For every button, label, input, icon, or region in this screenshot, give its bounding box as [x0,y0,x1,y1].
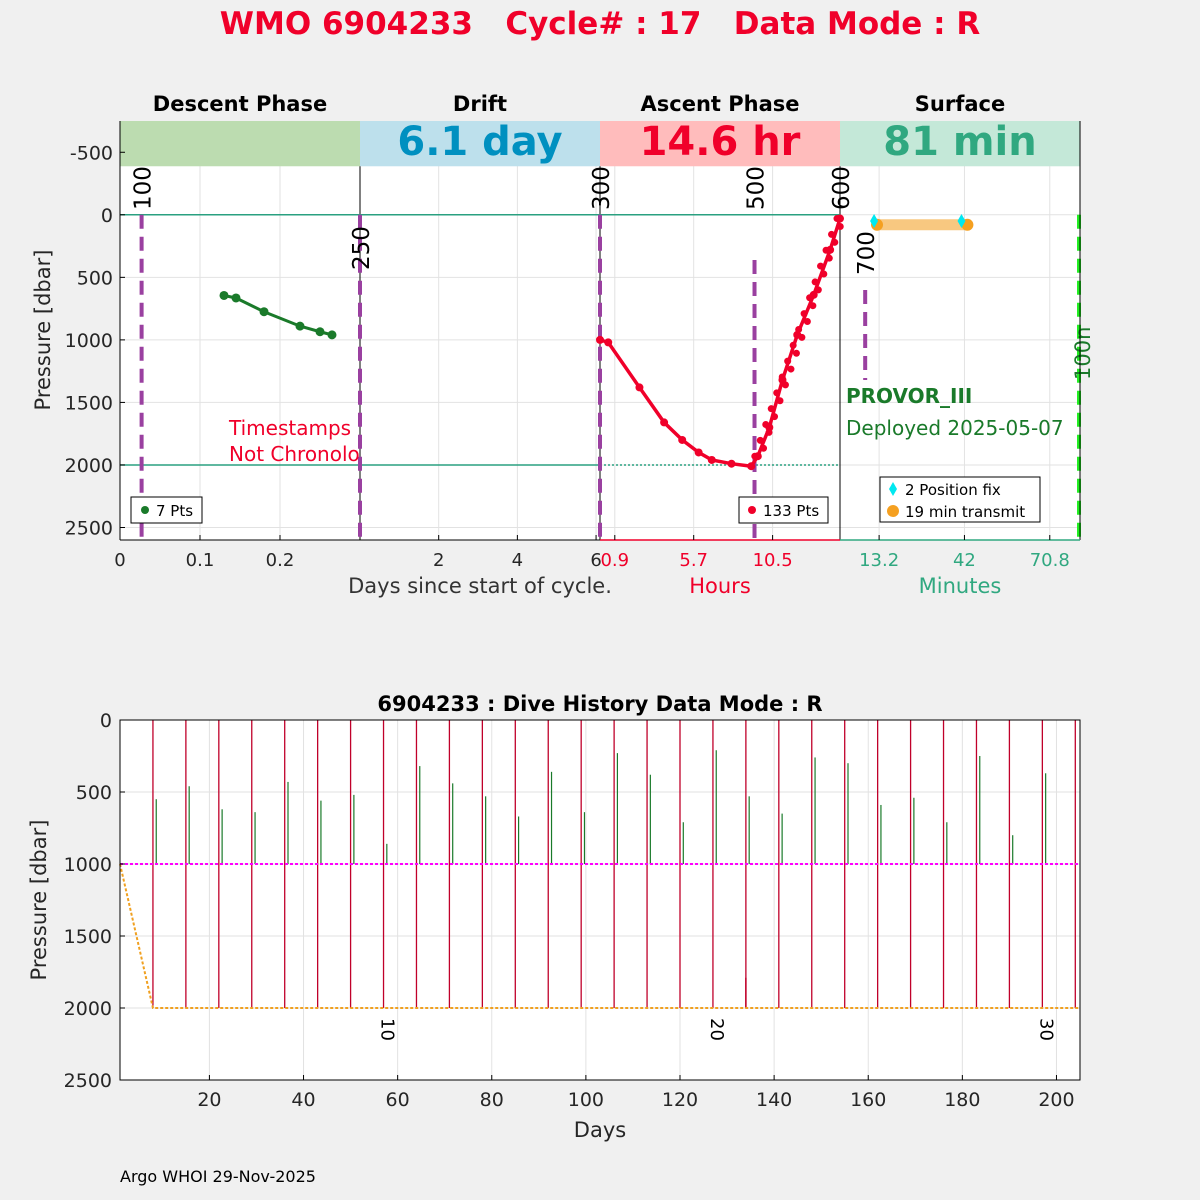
ascent-point [771,413,778,420]
ascent-point [804,318,811,325]
ascent-point [762,421,769,428]
ascent-point [798,334,805,341]
x-tick-label: 10.5 [752,550,793,571]
y-tick-label: 1000 [64,329,113,352]
x-tick-label: 100 [567,1089,605,1111]
x-tick-label: 4 [511,550,524,571]
ascent-point [660,418,668,426]
phase-duration: 81 min [883,119,1037,165]
marker-label-700: 700 [854,231,881,275]
x-tick-label: 13.2 [859,550,900,571]
y-tick-label: 2500 [63,1070,112,1092]
ascent-point [776,397,783,404]
x-tick-label: 80 [479,1089,504,1111]
y-axis-label: Pressure [dbar] [31,249,55,411]
x-axis-label-days: Days since start of cycle. [348,574,612,598]
phase-title: Surface [914,92,1006,116]
descent-legend-marker [141,506,149,514]
ascent-point [817,263,824,270]
ascent-point [806,294,813,301]
descent-point [232,293,241,302]
ascent-point [596,336,604,344]
ascent-point [728,460,736,468]
y-tick-label: 1500 [63,926,112,948]
phase-band [120,121,360,166]
x-tick-label: 0.1 [185,550,215,571]
ascent-legend-label: 133 Pts [763,502,820,520]
y-tick-label: 1500 [64,392,113,415]
ascent-point [834,215,841,222]
phase-title: Descent Phase [152,92,328,116]
phase-title: Ascent Phase [640,92,800,116]
descent-point [296,322,305,331]
x-tick-label: 180 [944,1089,981,1111]
y-tick-label: -500 [69,142,113,165]
ascent-point [828,231,835,238]
ascent-point [815,286,822,293]
ascent-point [790,342,797,349]
marker-label-300: 300 [589,166,615,210]
y-tick-label: 500 [75,782,112,804]
surface-legend-transmit-marker [887,505,899,517]
y-tick-label: 2000 [63,998,112,1020]
float-model: PROVOR_III [846,384,973,408]
ascent-point [795,326,802,333]
ascent-point [695,448,703,456]
ascent-point [831,239,838,246]
chronology-warning: Timestamps [229,416,352,440]
y-tick-label: 0 [99,710,112,732]
x-axis-label-hours: Hours [689,574,751,598]
y-tick-label: 0 [100,204,113,227]
x-tick-label: 20 [197,1089,222,1111]
cycle-chart [31,92,1095,598]
plot-area [120,720,1080,1080]
surface-legend-fix-label: 2 Position fix [905,481,1001,499]
x-tick-label: 120 [661,1089,699,1111]
x-tick-label: 6 [590,550,602,571]
x-tick-label: 40 [291,1089,316,1111]
y-tick-label: 1000 [63,854,112,876]
marker-label-end: 100n [1071,326,1095,380]
deployment-date: Deployed 2025-05-07 [846,416,1064,440]
figure-title: WMO 6904233 Cycle# : 17 Data Mode : R [219,6,981,42]
ascent-point [708,456,716,464]
cycle-number-label: 30 [1035,1018,1057,1041]
history-title: 6904233 : Dive History Data Mode : R [377,692,823,716]
x-axis-label: Days [573,1118,627,1142]
marker-label-600: 600 [829,166,855,210]
ascent-point [812,278,819,285]
ascent-point [779,373,786,380]
ascent-point [773,389,780,396]
ascent-point [766,429,773,436]
phase-duration: 6.1 day [397,119,563,165]
marker-label-500: 500 [743,166,770,210]
ascent-point [678,436,686,444]
ascent-point [757,437,764,444]
x-tick-label: 0.9 [600,550,630,571]
ascent-point [823,247,830,254]
chronology-warning: Not Chronolo [229,442,360,466]
descent-point [316,327,325,336]
phase-title: Drift [452,92,508,116]
ascent-point [751,453,758,460]
ascent-point [826,255,833,262]
ascent-point [787,366,794,373]
ascent-legend-marker [748,506,756,514]
ascent-point [604,338,612,346]
ascent-point [801,310,808,317]
y-tick-label: 2500 [64,517,113,540]
x-tick-label: 42 [952,550,976,571]
x-tick-label: 2 [432,550,445,571]
y-tick-label: 500 [76,267,113,290]
y-axis-label: Pressure [dbar] [27,819,51,981]
footer-credit: Argo WHOI 29-Nov-2025 [120,1167,316,1186]
marker-label-250: 250 [349,226,375,270]
ascent-point [820,271,827,278]
marker-label-100: 100 [130,166,157,210]
x-tick-label: 70.8 [1029,550,1070,571]
surface-legend-transmit-label: 19 min transmit [905,503,1026,521]
cycle-number-label: 20 [705,1018,727,1041]
x-axis-label-minutes: Minutes [918,574,1002,598]
ascent-point [768,405,775,412]
cycle-number-label: 10 [376,1018,398,1041]
descent-legend-label: 7 Pts [156,502,194,520]
ascent-point [793,350,800,357]
x-tick-label: 140 [755,1089,793,1111]
descent-point [328,330,337,339]
descent-point [220,291,229,300]
ascent-point [809,302,816,309]
x-tick-label: 0 [114,550,126,571]
x-tick-label: 160 [850,1089,887,1111]
ascent-point [837,223,844,230]
phase-duration: 14.6 hr [639,119,801,165]
x-tick-label: 60 [385,1089,410,1111]
ascent-point [782,381,789,388]
x-tick-label: 0.2 [265,550,295,571]
ascent-point [635,383,643,391]
y-tick-label: 2000 [64,454,113,477]
ascent-point [747,462,755,470]
x-tick-label: 200 [1038,1089,1075,1111]
dive-history-chart [27,692,1080,1142]
ascent-point [784,358,791,365]
descent-point [260,307,269,316]
x-tick-label: 5.7 [679,550,709,571]
ascent-point [760,445,767,452]
